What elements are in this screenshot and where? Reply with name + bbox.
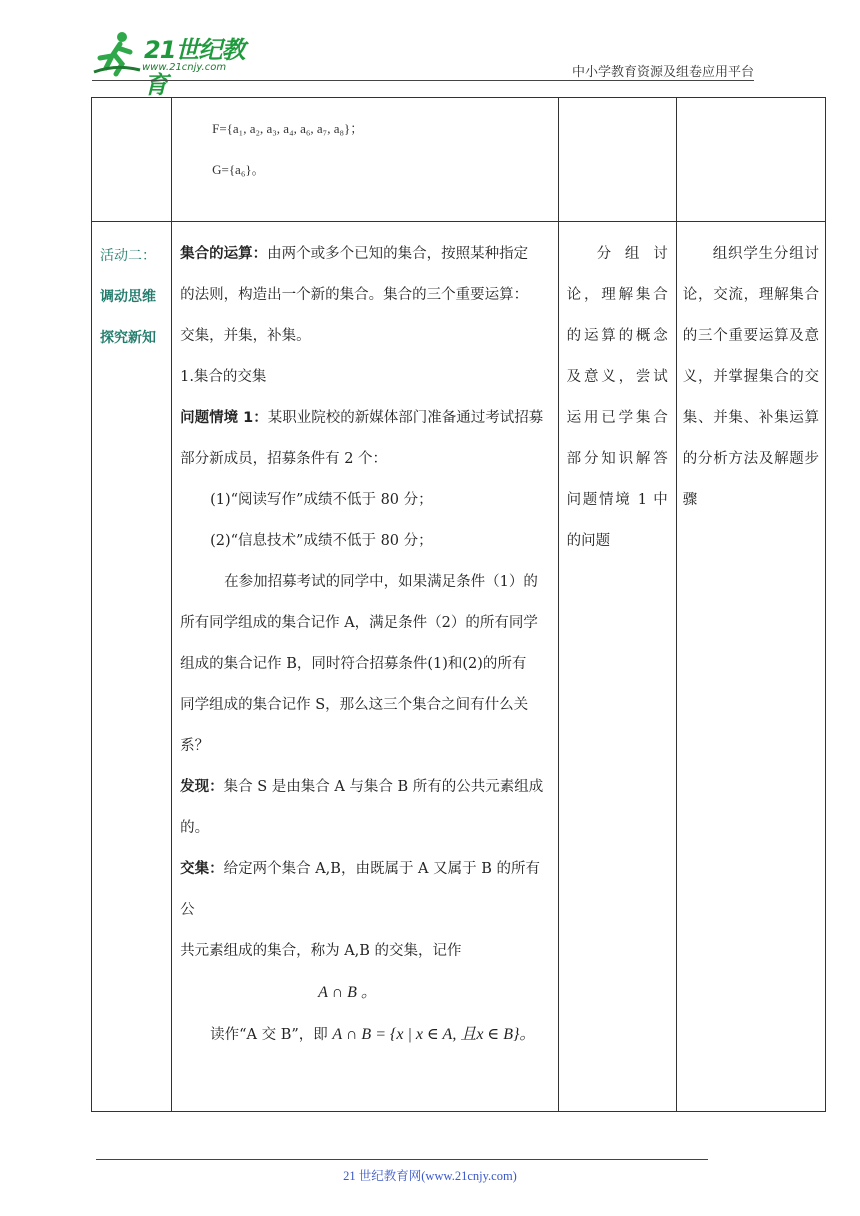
section-heading (180, 357, 550, 398)
condition-2: (2)“信息技术”成绩不低于 80 分； (210, 533, 433, 549)
text: 由两个或多个已知的集合，按照某种指定 (267, 246, 529, 262)
text-line: 在参加招募考试的同学中，如果满足条件（1）的 (224, 574, 538, 590)
student-cell (558, 222, 676, 1112)
text: 某职业院校的新媒体部门准备通过考试招募 (267, 410, 544, 426)
formula: A ∩ B 。 (318, 984, 377, 1001)
text-line: 系？ (180, 738, 210, 754)
text-line: 的。 (180, 820, 210, 836)
text: 读作“A 交 B”，即 (210, 1027, 333, 1043)
header-rule (92, 80, 754, 81)
text-line (180, 1014, 550, 1056)
activity-label (92, 222, 171, 359)
text-line: 的法则，构造出一个新的集合。集合的三个重要运算： (180, 287, 529, 303)
teacher-cell (676, 98, 825, 222)
text-line (180, 234, 550, 275)
text-line: 部分新成员，招募条件有 2 个： (180, 451, 388, 467)
page-footer: 21 世纪教育网(www.21cnjy.com) (343, 1169, 517, 1183)
text-line: 共元素组成的集合，称为 A,B 的交集，记作 (180, 943, 462, 959)
text-line (180, 398, 550, 439)
formula: A ∩ B = {x | x ∈ A, 且x ∈ B}。 (332, 1026, 536, 1043)
student-activity: 分组讨论，理解集合的运算的概念及意义，尝试运用已学集合部分知识解答问题情境 1 中的问题 (566, 246, 668, 549)
text-line: 组成的集合记作 B，同时符合招募条件(1)和(2)的所有 (180, 656, 527, 672)
term-label: 交集： (180, 861, 224, 877)
activity-cell (92, 98, 172, 222)
footer-rule (96, 1159, 708, 1160)
text: 集合 S 是由集合 A 与集合 B 所有的公共元素组成 (223, 779, 544, 795)
activity-line: 调动思维 (100, 289, 156, 305)
text: 给定两个集合 A,B，由既属于 A 又属于 B 的所有公 (180, 861, 541, 918)
term-label: 发现： (180, 779, 224, 795)
text-line: 同学组成的集合记作 S，那么这三个集合之间有什么关 (180, 697, 529, 713)
content-cell (172, 222, 559, 1112)
lesson-content (172, 222, 558, 1056)
activity-line: 活动二： (100, 248, 156, 264)
runner-logo-icon (92, 28, 142, 78)
student-cell (558, 98, 676, 222)
condition-1: (1)“阅读写作”成绩不低于 80 分； (210, 492, 433, 508)
term-label: 问题情境 1： (180, 410, 268, 426)
table-row (92, 222, 826, 1112)
formula-intersection (180, 972, 550, 1014)
teacher-activity: 组织学生分组讨论，交流，理解集合的三个重要运算及意义，并掌握集合的交集、并集、补集运算的分析方法及解题步骤 (682, 246, 819, 508)
term-label: 集合的运算： (180, 246, 268, 262)
set-g: G={a₆}。 (212, 162, 265, 177)
section-title: 1.集合的交集 (180, 369, 267, 385)
activity-cell (92, 222, 172, 1112)
activity-line: 探究新知 (100, 330, 156, 346)
lesson-table (91, 97, 826, 1112)
set-f: F={a₁, a₂, a₃, a₄, a₆, a₇, a₈}； (212, 121, 364, 136)
page-header (0, 0, 860, 99)
text-line: 所有同学组成的集合记作 A，满足条件（2）的所有同学 (180, 615, 538, 631)
table-row (92, 98, 826, 222)
platform-name: 中小学教育资源及组卷应用平台 (571, 65, 754, 80)
site-logo (92, 28, 262, 99)
text-line: 交集，并集，补集。 (180, 328, 311, 344)
text-line (180, 767, 550, 808)
logo-url: www.21cnjy.com (142, 62, 227, 73)
text-line (180, 849, 550, 931)
teacher-cell (676, 222, 825, 1112)
content-cell (172, 98, 559, 222)
logo-wordmark: 21世纪教育 (144, 36, 245, 99)
